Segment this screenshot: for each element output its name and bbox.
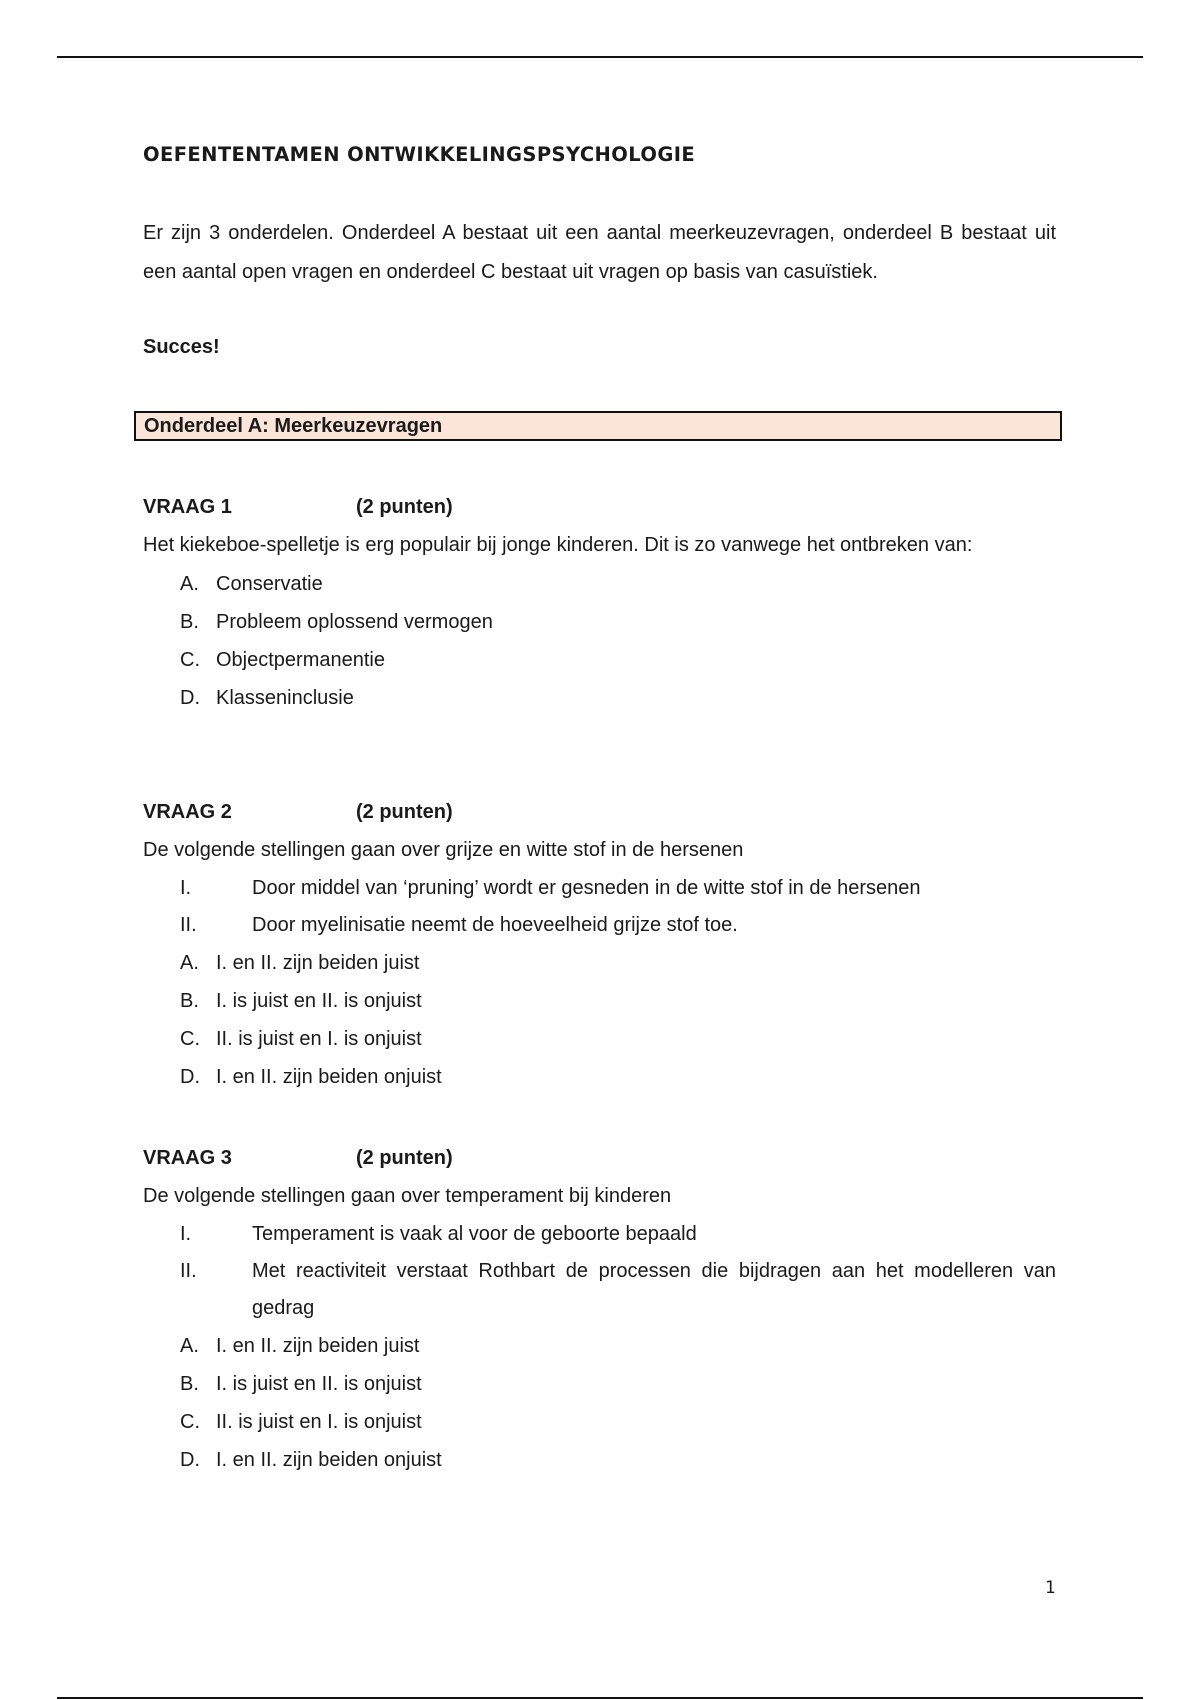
option-text: II. is juist en I. is onjuist <box>216 1411 422 1434</box>
option-letter: A. <box>180 951 199 974</box>
question-stem: De volgende stellingen gaan over temperament bij kinderen <box>143 1185 672 1207</box>
option-letter: A. <box>180 572 199 595</box>
option-letter: A. <box>180 1334 199 1357</box>
option-letter: C. <box>180 1411 200 1434</box>
statement <box>143 907 1056 944</box>
question-points: (2 punten) <box>356 1147 453 1169</box>
option-text: II. is juist en I. is onjuist <box>216 1028 422 1051</box>
header-rule <box>57 56 1143 58</box>
statement <box>143 1253 1056 1327</box>
closing-text: Succes! <box>143 336 220 358</box>
statement <box>143 1216 1056 1253</box>
answer-option <box>143 1403 1056 1441</box>
question-header <box>143 793 1056 831</box>
answer-option <box>143 1441 1056 1479</box>
question-header <box>143 1139 1056 1177</box>
answer-option <box>143 1020 1056 1058</box>
question-points: (2 punten) <box>356 801 453 823</box>
answer-option <box>143 603 1056 641</box>
option-letter: C. <box>180 1028 200 1051</box>
question-header <box>143 488 1056 526</box>
option-letter: D. <box>180 687 200 710</box>
answer-option <box>143 944 1056 982</box>
page-number: 1 <box>1045 1578 1056 1598</box>
statement-numeral: II. <box>180 913 197 936</box>
question-label: VRAAG 1 <box>143 496 232 518</box>
option-letter: B. <box>180 610 199 633</box>
question-2 <box>143 793 1056 1097</box>
answer-option <box>143 641 1056 679</box>
statement-text: Door myelinisatie neemt de hoeveelheid grijze stof toe. <box>252 913 738 936</box>
option-letter: B. <box>180 1372 199 1395</box>
intro-paragraph <box>143 214 1056 291</box>
option-text: I. is juist en II. is onjuist <box>216 1372 422 1395</box>
statement-text: Door middel van ‘pruning’ wordt er gesneden in de witte stof in de hersenen <box>252 876 921 899</box>
option-letter: D. <box>180 1449 200 1472</box>
option-text: I. en II. zijn beiden juist <box>216 1334 420 1357</box>
option-letter: D. <box>180 1066 200 1089</box>
footer-rule <box>57 1697 1143 1699</box>
option-text: I. en II. zijn beiden onjuist <box>216 1066 442 1089</box>
question-stem: De volgende stellingen gaan over grijze en witte stof in de hersenen <box>143 839 744 861</box>
statement <box>143 870 1056 907</box>
option-text: Conservatie <box>216 572 323 595</box>
statement-numeral: I. <box>180 876 192 899</box>
answer-option <box>143 679 1056 717</box>
option-text: I. is juist en II. is onjuist <box>216 989 422 1012</box>
option-text: Objectpermanentie <box>216 649 385 672</box>
intro-text: Er zijn 3 onderdelen. Onderdeel A bestaat uit een aantal meerkeuzevragen, onderdeel B bestaat uit een aantal open vragen en onderdeel C bestaat uit vragen op basis van casuïstiek. <box>143 222 1056 283</box>
question-label: VRAAG 2 <box>143 801 232 823</box>
option-letter: C. <box>180 649 200 672</box>
answer-option <box>143 1058 1056 1096</box>
option-text: I. en II. zijn beiden juist <box>216 951 420 974</box>
answer-option <box>143 1327 1056 1365</box>
statement-text: Met reactiviteit verstaat Rothbart de processen die bijdragen aan het modelleren van gedrag <box>252 1259 1056 1319</box>
statement-text: Temperament is vaak al voor de geboorte bepaald <box>252 1222 697 1245</box>
option-letter: B. <box>180 989 199 1012</box>
statement-numeral: I. <box>180 1222 192 1245</box>
question-3 <box>143 1139 1056 1480</box>
answer-option <box>143 982 1056 1020</box>
option-text: Klasseninclusie <box>216 687 354 710</box>
option-text: Probleem oplossend vermogen <box>216 610 493 633</box>
question-points: (2 punten) <box>356 496 453 518</box>
question-label: VRAAG 3 <box>143 1147 232 1169</box>
answer-option <box>143 565 1056 603</box>
document-title: OEFENTENTAMEN ONTWIKKELINGSPSYCHOLOGIE <box>143 143 696 166</box>
question-stem: Het kiekeboe-spelletje is erg populair bij jonge kinderen. Dit is zo vanwege het ontbreken van: <box>143 534 973 556</box>
option-text: I. en II. zijn beiden onjuist <box>216 1449 442 1472</box>
question-1 <box>143 488 1056 718</box>
answer-option <box>143 1365 1056 1403</box>
section-header-box: Onderdeel A: Meerkeuzevragen <box>134 411 1062 441</box>
statement-numeral: II. <box>180 1259 197 1282</box>
